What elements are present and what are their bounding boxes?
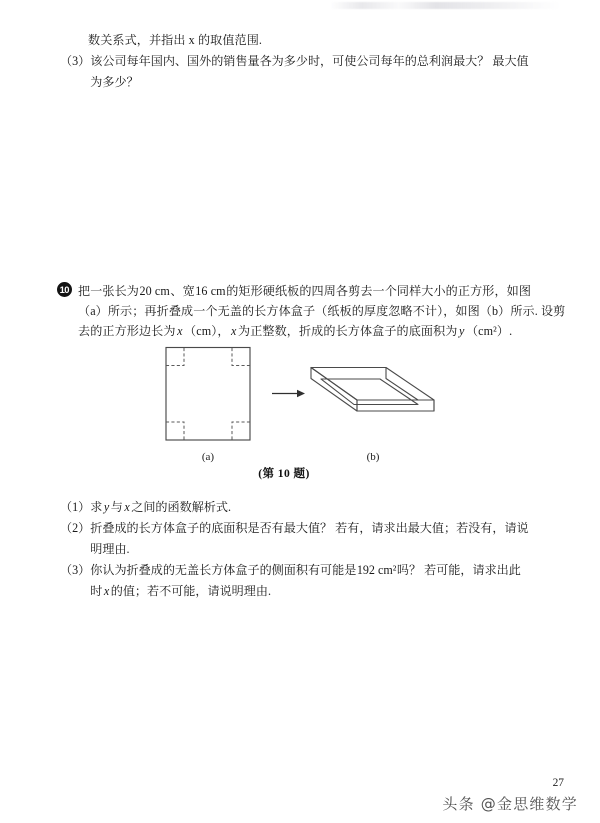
question-10-part-2 — [60, 518, 570, 559]
part-2-line-1: 折叠成的长方体盒子的底面积是否有最大值？ 若有，请求出最大值；若没有，请说 — [90, 521, 529, 535]
stem-3-var-x1: x — [177, 324, 183, 338]
part-3b-line-2 — [90, 584, 271, 598]
cardboard-rectangle — [166, 348, 250, 441]
box-wall-front — [357, 400, 434, 411]
question-10-figure — [0, 330, 600, 490]
question-10-stem-line-1 — [78, 281, 531, 302]
box-back-right-edge — [386, 368, 418, 401]
part-3b-label: （3） — [60, 563, 91, 577]
stem-2-text: （a）所示；再折叠成一个无盖的长方体盒子（纸板的厚度忽略不计），如图（b）所示. 设剪 — [78, 304, 566, 318]
figure-caption: (第 10 题) — [258, 467, 310, 480]
stem-3-unit-1: （cm） — [184, 324, 218, 338]
part-3-label: （3） — [60, 54, 91, 68]
question-10-stem-line-2 — [78, 301, 565, 322]
part-1-a: 求 — [90, 500, 103, 514]
stem-1-length: 20 cm — [139, 284, 170, 298]
stem-3-a: 去的正方形边长为 — [78, 324, 176, 338]
part-1-label: （1） — [60, 500, 91, 514]
part-1-b: 与 — [110, 500, 123, 514]
question-10-part-1 — [60, 497, 570, 518]
stem-3-var-x2: x — [231, 324, 237, 338]
figure-label-a: (a) — [201, 451, 215, 463]
figure-label-b: (b) — [366, 451, 380, 463]
stem-1-b: 、宽 — [170, 284, 195, 298]
stem-3-c: 为正整数，折成的长方体盒子的底面积为 — [238, 324, 458, 338]
part-1-var-y: y — [103, 500, 110, 514]
part-3b-lateral-area: 192 cm² — [356, 563, 397, 577]
figure-svg — [0, 330, 600, 490]
stem-1-width: 16 cm — [195, 284, 226, 298]
stem-3-unit-2: （cm²）. — [465, 324, 513, 338]
arrow-right-icon — [272, 390, 305, 397]
question-number-badge: 10 — [57, 282, 72, 297]
watermark: 头条 @金思维数学 — [442, 795, 578, 813]
continued-part-3 — [60, 51, 560, 92]
part-2-line-2: 明理由. — [90, 541, 130, 556]
stem-1-a: 把一张长为 — [78, 284, 139, 298]
part-3b-c: 时 — [90, 583, 103, 598]
part-3b-line-1 — [90, 563, 521, 577]
part-1-text — [90, 497, 570, 518]
part-3b-var-x: x — [103, 583, 110, 598]
part-3-line-2: 为多少？ — [90, 74, 139, 89]
part-3b-a: 你认为折叠成的无盖长方体盒子的侧面积有可能是 — [90, 563, 357, 577]
stem-3-var-y: y — [459, 324, 465, 338]
figure-a-cardboard — [166, 348, 250, 441]
figure-b-open-box — [311, 368, 434, 412]
part-3b-b: 吗？ 若可能，请求出此 — [396, 563, 521, 577]
scan-artifact-header — [330, 2, 560, 9]
part-3-line-1: 该公司每年国内、国外的销售量各为多少时，可使公司每年的总利润最大？ 最大值 — [90, 54, 529, 68]
box-top-rim-outer — [311, 368, 434, 401]
continued-tail-line: 数关系式，并指出 x 的取值范围. — [88, 33, 263, 47]
part-1-var-x: x — [124, 500, 130, 514]
question-10-part-3 — [60, 560, 570, 601]
part-1-c: 之间的函数解析式. — [131, 500, 231, 514]
box-inner-floor — [321, 379, 418, 405]
part-3b-d: 的值；若不可能，请说明理由. — [110, 583, 271, 598]
stem-3-b: ， — [217, 324, 230, 338]
stem-1-c: 的矩形硬纸板的四周各剪去一个同样大小的正方形，如图 — [226, 284, 532, 298]
part-2-label: （2） — [60, 521, 91, 535]
page-number: 27 — [552, 777, 564, 789]
